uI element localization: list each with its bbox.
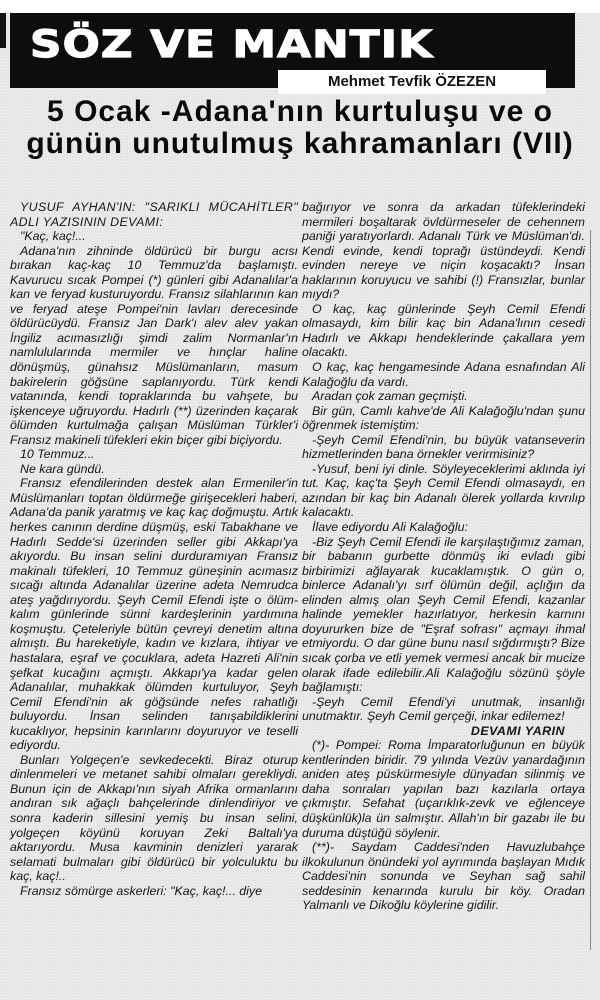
paragraph: -Şeyh Cemil Efendi'yi unutmak, insanlığı unutmaktır. Şeyh Cemil gerçeği, inkar edilemez! [302,694,585,724]
column-header [10,13,575,88]
paragraph: "Kaç, kaç!... [20,229,86,244]
footnote: (**)- Saydam Caddesi'nden Havuzlubahçe ilkokulunun önündeki yol ayrımında başlayan Mıdık Caddesi'nin sonunda ve Seyhan sağ sahil seddesinin kenarında kurulu bir köy. Oradan Yalmanlı ve Dikoğlu köylerine gidilir. [302,840,585,913]
column-title: SÖZ VE MANTIK [30,23,434,66]
paragraph: Fransız sömürge askerleri: "Kaç, kaç!... diye [20,883,262,898]
author-box [278,70,546,94]
paragraph: bağırıyor ve sonra da arkadan tüfeklerindeki mermileri boşaltarak övldürmeseler de cehennem paniği yaratıyorlardı. Adanalı Türk ve Müslüman'dı. Kendi evinde, kendi toprağı üstündeydi. Kendi evinden nereye ve niçin koşacaktı? İnsan haklarının koruyucu ve sahibi (!) Fransızlar, bunlar mıydı? [302,200,585,302]
paragraph: O kaç, kaç hengamesinde Adana esnafından Ali Kalağoğlu da vardı. [302,360,585,389]
paragraph: Ne kara gündü. [20,461,105,476]
paragraph: O kaç, kaç günlerinde Şeyh Cemil Efendi olmasaydı, kim bilir kaç bin Adana'lının cesedi Hadırlı ve Akkapı hendeklerinde çakallara yem olacaktı. [302,301,585,360]
clipping-border [590,230,591,950]
footnote: (*)- Pompei: Roma İmparatorluğunun en büyük kentlerinden biridir. 79 yılında Vezüv yanardağının aniden ateş püskürmesiyle dünyadan silinmiş ve daha sonraları yapılan bazı kazılarla ortaya çıkmıştır. Sefahat (uçarıklık-zevk ve eğlenceye düşkünlük)la ün salmıştır. Allah'ın bir gazabı ile bu duruma düştüğü söylenir. [302,738,585,840]
paragraph: -Yusuf, beni iyi dinle. Söyleyeceklerimi aklında iyi tut. Kaç, kaç'ta Şeyh Cemil Efendi olmasaydı, en azından bir kaç bin Adanalı ölerek yollarda kıvrılıp kalacaktı. [302,461,585,520]
clipping-edge [0,13,6,48]
paragraph: -Biz Şeyh Cemil Efendi ile karşılaştığımız zaman, bir babanın gurbette dönmüş iki evladı gibi birbirimizi ağlayarak kucaklamıştık. O gün o, binlerce Adanalı'yı sırf ölümün değil, açlığın da elinden almış olan Şeyh Cemil Efendi, kazanlar halinde yemekler hazırlatıyor, herkesin karnını doyururken bize de "Eşraf sofrası" açmayı ihmal etmiyordu. O dar güne bunu nasıl sığdırmıştı? Bize sıcak çorba ve etli yemek vermesi ancak bir mucize olarak ifade edilebilir.Ali Kalağoğlu sözünü şöyle bağlamıştı: [302,534,585,695]
author-name: Mehmet Tevfik ÖZEZEN [327,73,497,90]
article-headline: 5 Ocak -Adana'nın kurtuluşu ve o günün unutulmuş kahramanları (VII) [26,95,574,160]
paragraph: -Şeyh Cemil Efendi'nin, bu büyük vatanseverin hizmetlerinden bana örnekler verirmisiniz? [302,432,585,462]
article-column-right [302,200,585,913]
intro-line: YUSUF AYHAN'IN: "SARIKLI MÜCAHİTLER" ADLI YAZISININ DEVAMI: [10,200,298,229]
paragraph: Adana'nın zihninde öldürücü bir burgu acısı bırakan kaç-kaç 10 Temmuz'da başlamıştı. Kavurucu sıcak Pompei (*) günleri gibi Adanalılar'a kan ve feryad kusturuyordu. Fransız silahlarının kan ve feryad ateşe Pompei'nin lavları derecesinde öldürücüydü. Fransız Jan Dark'ı alev alev yakan İngiliz acımasızlığı şimdi zalim Normanlar'ın namlulularında mermiler ve hınçlar haline dönüşmüş, günahsız Müslümanların, masum bakirelerin göğsüne saplanıyordu. Türk kendi vatanında, kendi topraklarında bu vahşete, bu işkenceye uğruyordu. Hadırlı (**) üzerinden kaçarak ölümden kurtulmağa çalışan Müslüman Türkler'i Fransız makineli tüfekleri ekin biçer gibi biçiyordu. [10,243,298,447]
article-column-left [10,200,298,898]
paragraph: 10 Temmuz... [20,447,95,462]
paragraph: Aradan çok zaman geçmişti. [312,389,468,404]
paragraph: Fransız efendilerinden destek alan Ermeniler'in Müslümanları toptan öldürmeğe girişecekleri haberi, Adana'da panik yaratmış ve kaç kaç doğmuştu. Artık herkes canının derdine düşmüş, eski Tabakhane ve Hadırlı Sedde'si üzerinden seller gibi Akkapı'ya akıyordu. Bu insan selini durduramıyan Fransız makinalı tüfekleri, 10 Temmuz güneşinin acımasız sıcağı altında Adanalılar üzerine adeta Nemrudca ateş yağdırıyordu. Şeyh Cemil Efendi işte o ölüm-kalım günlerinde sünni kardeşlerinin yardımına koşmuştu. Çeteleriyle bütün çevreyi denetim altına almıştı. Bu hareketiyle, kadın ve kızlara, ihtiyar ve hastalara, eşraf ve çocuklara, adeta Hazreti Ali'nin şefkat kucağını açmıştı. Akkapı'ya kadar gelen Adanalılar, muhakkak ölümden kurtuluyor, Şeyh Cemil Efendi'nin ak göğsünde nefes rahatlığı buluyordu. İnsan selinden tanışabildiklerini kucaklıyor, hepsinin karınlarını doyuruyor ve teselli ediyordu. [10,476,298,753]
paragraph: İlave ediyordu Ali Kalağoğlu: [312,520,468,535]
page-margin [0,0,600,13]
paragraph: Bunları Yolgeçen'e sevkedecekti. Biraz oturup dinlenmeleri ve metanet sahibi olmaları gerekliydi. Bunun için de Akkapı'nın siyah Afrika ormanlarını andıran sık ağaçlı bahçelerinde dinlendiriyor ve sonra kaderin sillesini yemiş bu insan selini, yolgeçen köyünü koruyan Zeki Baltalı'ya aktarıyordu. Musa kavminin denizleri yararak selamati bulmaları gibi öldürücü bir yolculuktu bu kaç, kaç!.. [10,752,298,884]
paragraph: Bir gün, Camlı kahve'de Ali Kalağoğlu'ndan şunu öğrenmek istemiştim: [302,403,585,433]
continued-tomorrow-note: DEVAMI YARIN [470,723,565,738]
